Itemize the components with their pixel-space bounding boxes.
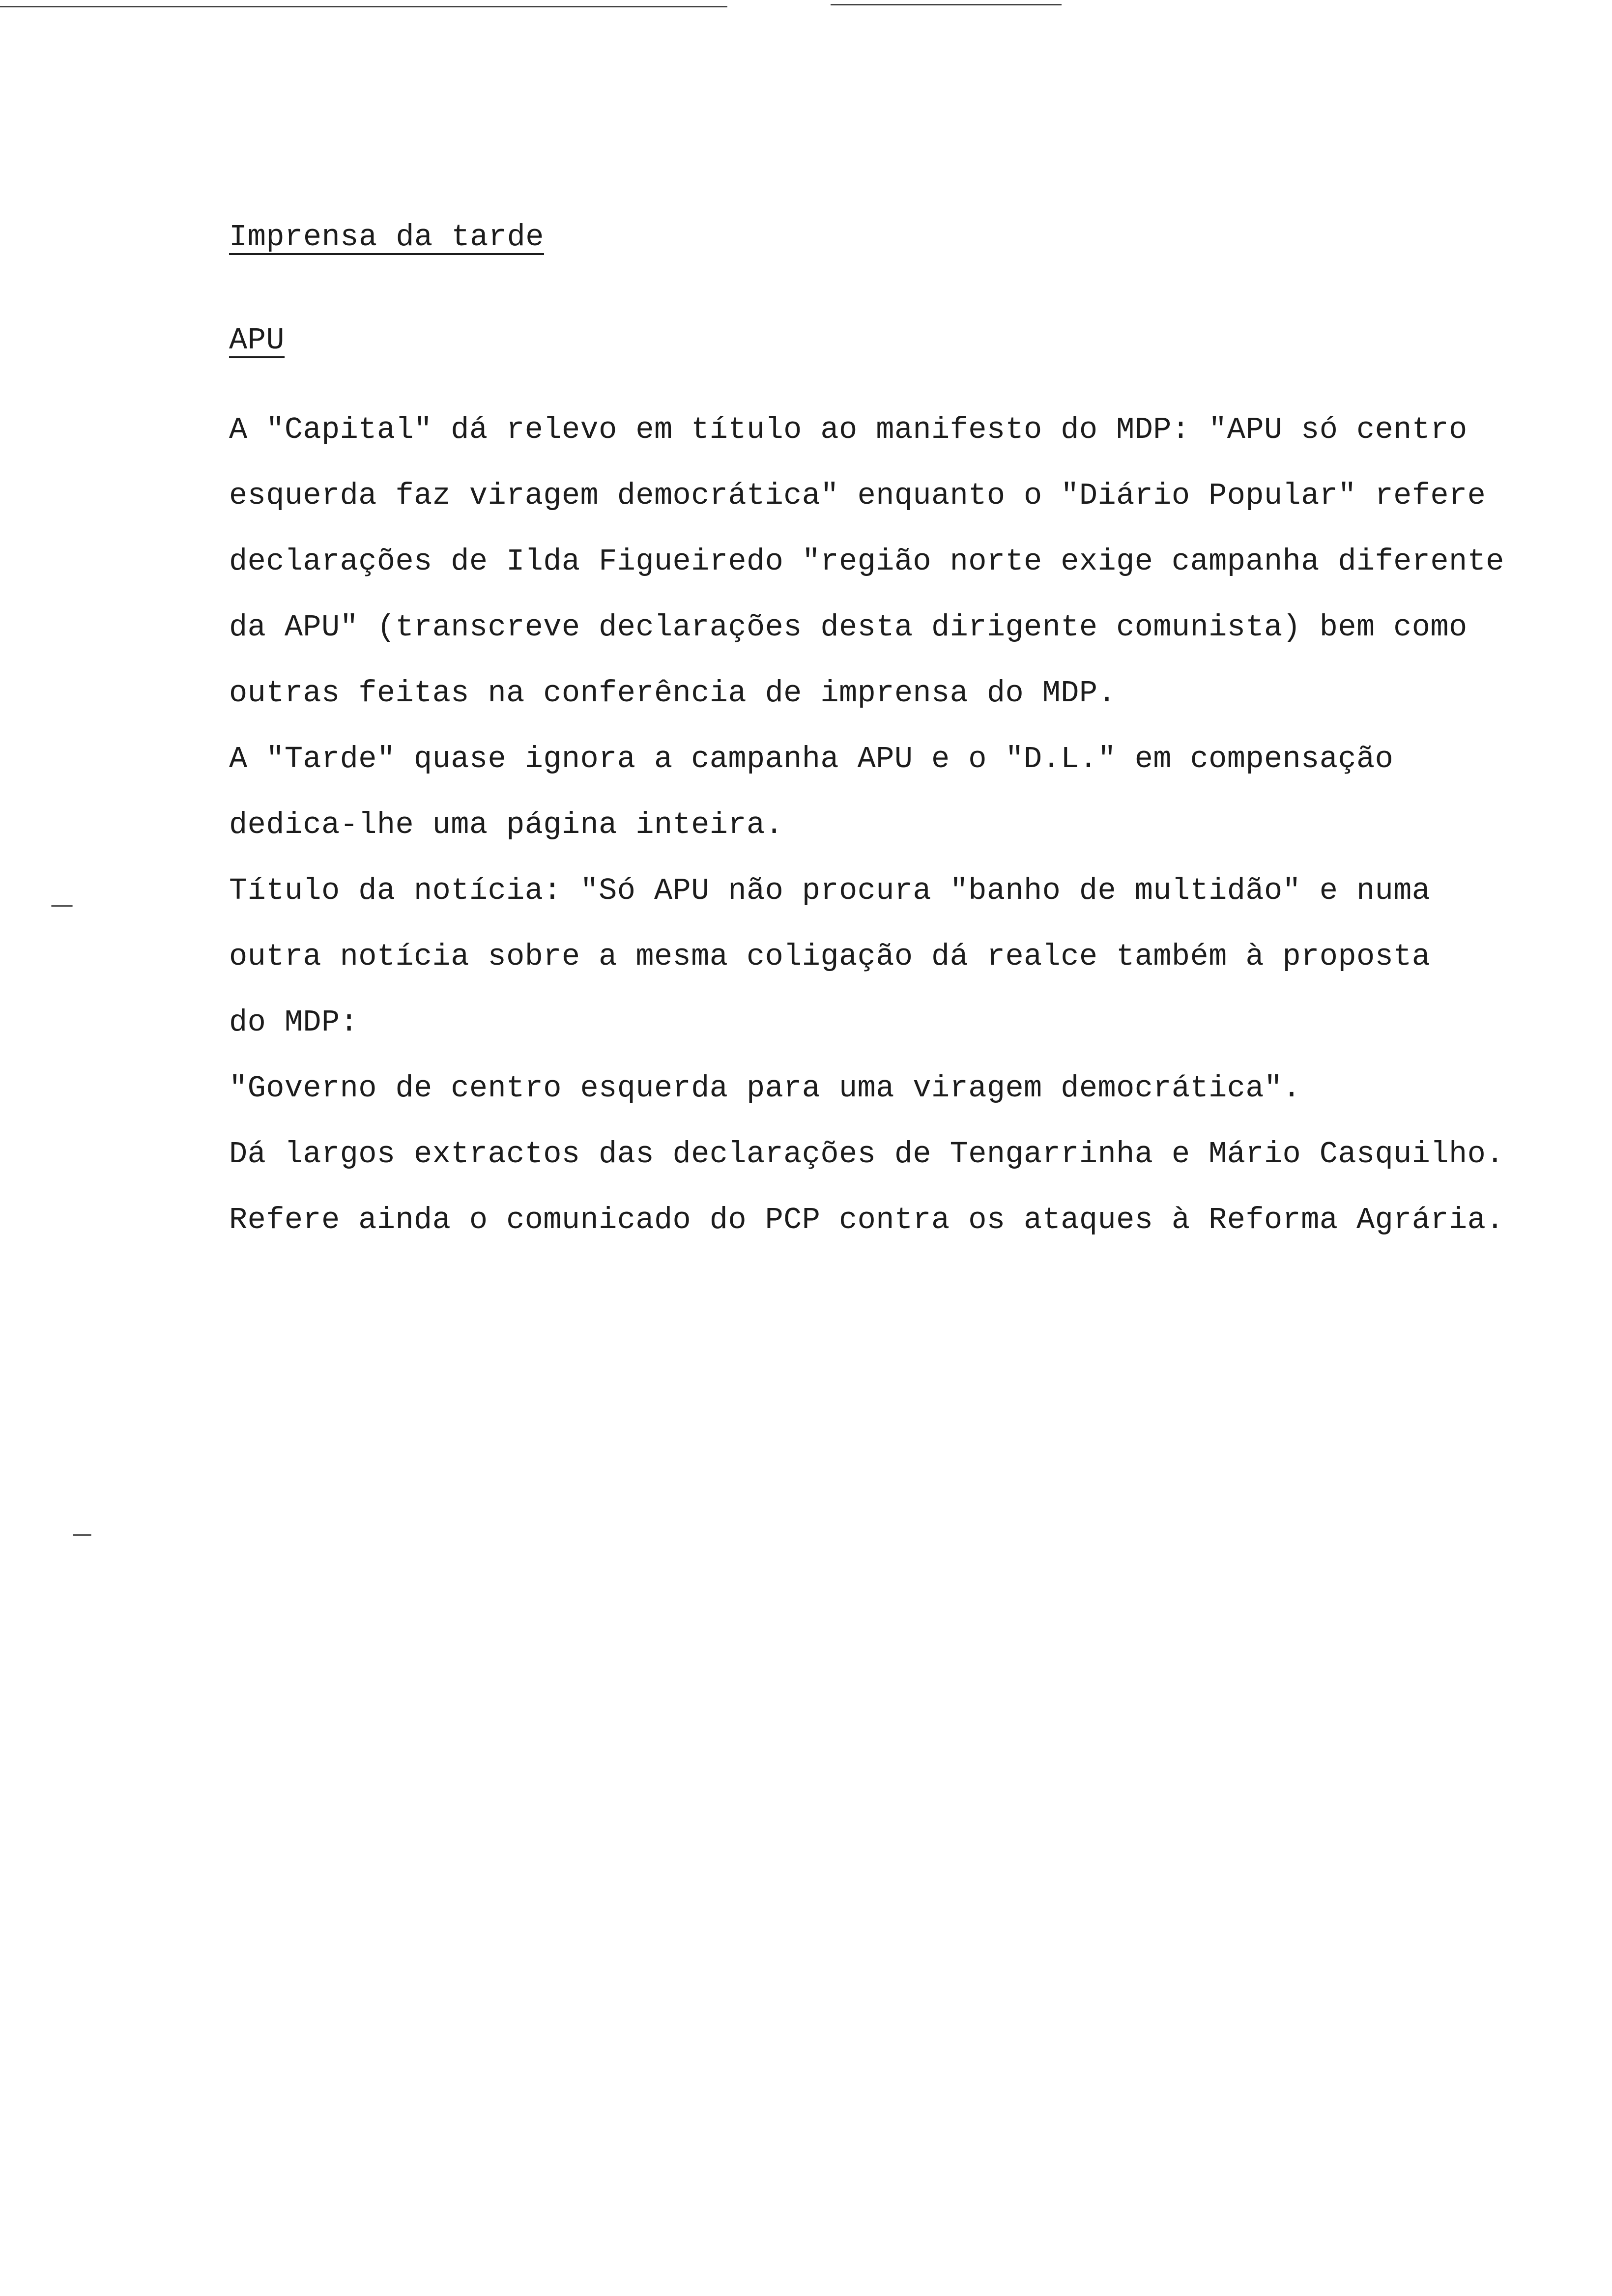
margin-punch-mark	[51, 905, 73, 907]
top-edge-rule-left	[0, 6, 727, 7]
top-edge-rule-right	[831, 4, 1062, 5]
margin-punch-mark	[73, 1534, 91, 1536]
text-line: A "Tarde" quase ignora a campanha APU e o "D.L." em compensação	[229, 742, 1394, 776]
body-text	[229, 397, 1605, 1253]
text-line: do MDP:	[229, 1005, 359, 1040]
text-line: Dá largos extractos das declarações de Tengarrinha e Mário Casquilho.	[229, 1137, 1504, 1172]
section-title: Imprensa da tarde	[229, 220, 545, 255]
text-line: A "Capital" dá relevo em título ao manifesto do MDP: "APU só centro	[229, 412, 1468, 447]
text-line: Refere ainda o comunicado do PCP contra os ataques à Reforma Agrária.	[229, 1203, 1504, 1237]
text-line: declarações de Ilda Figueiredo "região norte exige campanha diferente	[229, 544, 1504, 579]
text-line: "Governo de centro esquerda para uma viragem democrática".	[229, 1071, 1301, 1106]
text-line: esquerda faz viragem democrática" enquanto o "Diário Popular" refere	[229, 478, 1486, 513]
text-line: outra notícia sobre a mesma coligação dá realce também à proposta	[229, 939, 1431, 974]
text-line: dedica-lhe uma página inteira.	[229, 807, 784, 842]
text-line: da APU" (transcreve declarações desta dirigente comunista) bem como	[229, 610, 1468, 645]
text-line: outras feitas na conferência de imprensa do MDP.	[229, 676, 1117, 711]
subsection-title: APU	[229, 323, 285, 358]
text-line: Título da notícia: "Só APU não procura "banho de multidão" e numa	[229, 873, 1431, 908]
